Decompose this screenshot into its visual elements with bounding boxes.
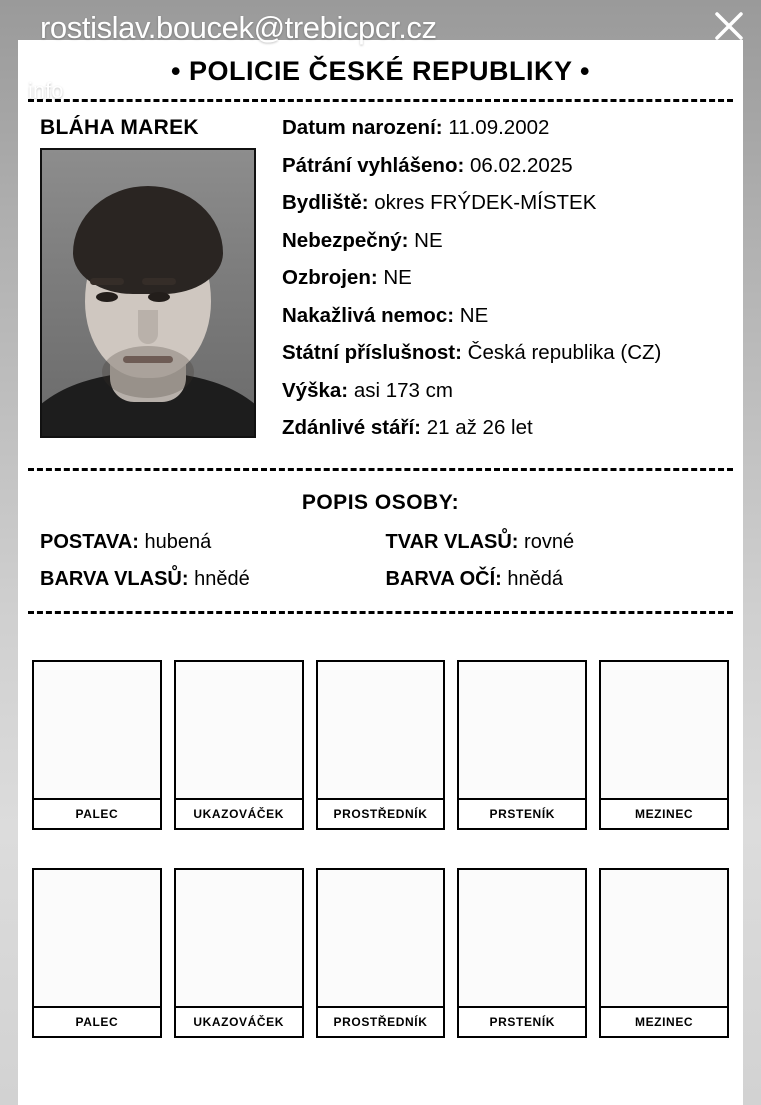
- fingerprint-cell: [316, 660, 446, 830]
- field-birth-date: [282, 118, 729, 139]
- fingerprint-box: [32, 660, 162, 800]
- divider-bottom: [28, 611, 733, 614]
- field-citizenship: [282, 343, 729, 364]
- fingerprint-box: [316, 660, 446, 800]
- fingerprint-label: PRSTENÍK: [457, 800, 587, 830]
- fingerprint-label: UKAZOVÁČEK: [174, 800, 304, 830]
- description-label: BARVA OČÍ:: [385, 567, 502, 590]
- field-label: Výška:: [282, 378, 349, 402]
- wanted-poster-document: [18, 40, 743, 1105]
- fingerprint-label: PROSTŘEDNÍK: [316, 1008, 446, 1038]
- fingerprint-cell: [32, 868, 162, 1038]
- field-label: Zdánlivé stáří:: [282, 416, 421, 439]
- field-search-announced: [282, 153, 729, 177]
- identity-block: [18, 102, 743, 456]
- field-infectious-disease: [282, 303, 729, 327]
- field-value: NE: [414, 228, 443, 252]
- close-icon[interactable]: [711, 8, 747, 44]
- fingerprint-box: [457, 868, 587, 1008]
- field-value: asi 173 cm: [353, 378, 453, 402]
- field-value: NE: [383, 266, 412, 289]
- fingerprint-label: MEZINEC: [599, 1008, 729, 1038]
- description-title: POPIS OSOBY:: [301, 490, 460, 514]
- fingerprint-row-right-hand: [32, 660, 729, 830]
- field-label: Nakažlivá nemoc:: [282, 303, 455, 327]
- fingerprint-box: [316, 868, 446, 1008]
- field-height: [282, 378, 729, 402]
- description-value: hubená: [144, 530, 212, 553]
- photo-jaw-shadow: [102, 346, 194, 398]
- description-eye-color: [386, 568, 722, 591]
- fingerprint-label: PRSTENÍK: [457, 1008, 587, 1038]
- description-value: hnědá: [507, 567, 563, 590]
- person-name: BLÁHA MAREK: [40, 116, 199, 139]
- fingerprint-label: PALEC: [32, 1008, 162, 1038]
- description-hair-color: [40, 568, 376, 591]
- person-photo: [40, 148, 256, 438]
- field-label: Pátrání vyhlášeno:: [282, 153, 465, 177]
- fingerprint-cell: [457, 868, 587, 1038]
- field-value: 06.02.2025: [470, 153, 573, 177]
- identity-fields: [264, 116, 729, 456]
- info-label[interactable]: info: [28, 78, 64, 103]
- description-value: rovné: [524, 530, 575, 553]
- description-label: TVAR VLASŮ:: [385, 530, 519, 553]
- description-hair-shape: [386, 531, 722, 554]
- fingerprint-label: MEZINEC: [599, 800, 729, 830]
- fingerprint-box: [32, 868, 162, 1008]
- fingerprint-label: UKAZOVÁČEK: [174, 1008, 304, 1038]
- fingerprint-label: PALEC: [32, 800, 162, 830]
- fingerprint-cell: [174, 868, 304, 1038]
- fingerprint-cell: [316, 868, 446, 1038]
- divider-middle: [28, 468, 733, 471]
- photo-nose: [138, 310, 158, 344]
- field-value: okres FRÝDEK-MÍSTEK: [374, 191, 597, 214]
- field-apparent-age: [282, 418, 729, 439]
- page-title: • POLICIE ČESKÉ REPUBLIKY •: [171, 56, 590, 86]
- field-value: 11.09.2002: [448, 116, 550, 139]
- fingerprint-box: [599, 868, 729, 1008]
- fingerprint-box: [599, 660, 729, 800]
- field-value: 21 až 26 let: [426, 416, 533, 439]
- description-grid: [18, 515, 743, 591]
- description-label: POSTAVA:: [40, 530, 139, 553]
- fingerprint-section: [18, 660, 743, 1038]
- photo-eyebrow-left: [90, 278, 124, 285]
- field-value: Česká republika (CZ): [467, 341, 662, 364]
- description-value: hnědé: [194, 567, 250, 590]
- fingerprint-box: [174, 660, 304, 800]
- fingerprint-label: PROSTŘEDNÍK: [316, 800, 446, 830]
- sender-email: rostislav.boucek@trebicpcr.cz: [40, 10, 437, 45]
- fingerprint-cell: [32, 660, 162, 830]
- field-value: NE: [459, 303, 489, 327]
- field-label: Bydliště:: [282, 191, 369, 214]
- fingerprint-cell: [599, 660, 729, 830]
- fingerprint-cell: [599, 868, 729, 1038]
- fingerprint-cell: [457, 660, 587, 830]
- field-residence: [282, 193, 729, 214]
- description-label: BARVA VLASŮ:: [40, 567, 189, 590]
- field-dangerous: [282, 228, 729, 252]
- identity-left: [32, 116, 264, 456]
- fingerprint-cell: [174, 660, 304, 830]
- field-label: Datum narození:: [282, 116, 443, 139]
- fingerprint-row-left-hand: [32, 868, 729, 1038]
- photo-eye-left: [96, 292, 118, 302]
- field-label: Nebezpečný:: [282, 228, 409, 252]
- photo-eyebrow-right: [142, 278, 176, 285]
- description-build: [40, 531, 376, 554]
- field-label: Státní příslušnost:: [282, 341, 462, 364]
- photo-mouth: [123, 356, 173, 363]
- field-armed: [282, 268, 729, 289]
- photo-eye-right: [148, 292, 170, 302]
- field-label: Ozbrojen:: [282, 266, 378, 289]
- fingerprint-box: [174, 868, 304, 1008]
- fingerprint-box: [457, 660, 587, 800]
